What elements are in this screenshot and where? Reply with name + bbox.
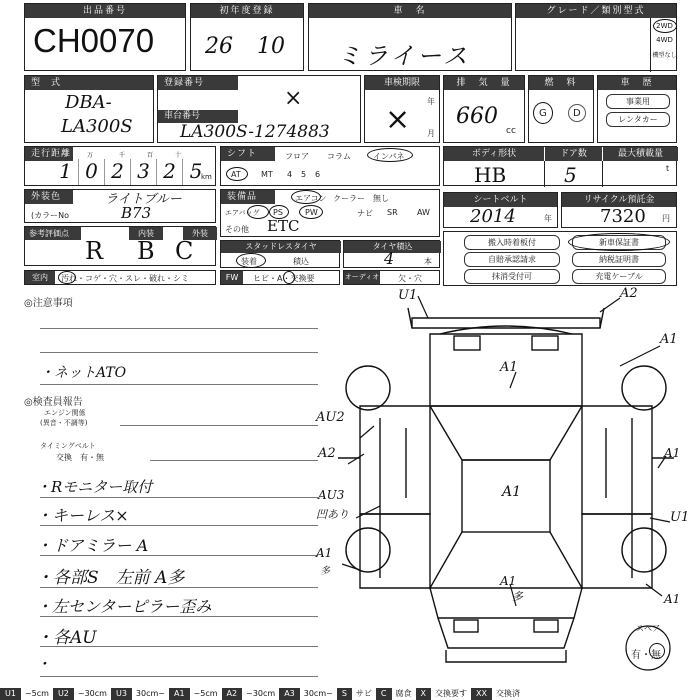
equip-other-label: その他 [225,225,249,234]
exterior-color-value: ライトブルー [105,192,182,207]
studless-circle [236,253,266,268]
recycle-label: リサイクル預託金 [562,193,676,207]
engine-label-2: (異音・不調等) [40,419,88,427]
displacement-unit: cc [506,126,516,136]
history-label: 車 歴 [598,76,676,90]
grade-box [515,3,677,71]
right-rear-door [582,514,652,588]
equip-ps: PS [273,208,283,217]
history-box [597,75,677,143]
interior-condition-label: 室内 [25,271,55,284]
displacement-label: 排 気 量 [444,76,524,90]
doc-deregister: 抹消受付可 [464,269,560,284]
notes-label: ◎注意事項 [24,298,73,309]
warranty-circle [568,233,670,251]
interior-grade: B [137,237,155,265]
mark-a1-roof: A1 [502,484,522,500]
doors-label: ドア数 [544,147,602,161]
legend-value: ~5cm [193,689,218,698]
legend-key: A2 [222,688,243,700]
mark-a1-right-mid: A1 [664,446,681,460]
trunk [430,588,582,618]
shift-mt: MT [261,170,273,179]
fw-box [220,270,340,285]
mileage-digit: 5 [189,159,203,183]
equip-aircon: エアコン [295,194,327,203]
recycle-value: 7320 [600,206,646,227]
recycle-unit: 円 [662,214,670,223]
equip-pw: PW [305,208,318,217]
divider [544,161,545,187]
studless-label: スタッドレスタイヤ [221,241,341,253]
color-code-label: (カラーNo [31,211,69,220]
recycle-box [561,192,677,228]
mark-a1-rear: A1 [500,574,517,588]
exterior-grade: C [175,237,194,265]
rule-line [40,497,318,498]
registration-label: 登録番号 [158,76,238,90]
inspection-box [364,75,440,143]
rule-line [40,676,318,677]
fuel-box [528,75,594,143]
left-front-door [360,406,430,514]
shift-box [220,146,440,186]
overall-grade: R [85,237,104,265]
car-name: ミライース [337,42,471,70]
shift-6: 6 [315,170,321,179]
shift-floor: フロア [285,152,309,161]
inspection-year-label: 年 [427,97,435,106]
inspector-item: ・ [36,655,52,673]
spare-selected-circle [649,643,665,659]
shift-label: シフト [221,147,275,161]
legend-value: ~30cm [77,689,107,698]
mileage-digit: 2 [157,159,183,185]
seatbelt-label: シートベルト [444,193,557,207]
doors-value: 5 [564,163,577,187]
legend-key: S [337,688,352,700]
studless-mounted: 装着 [241,257,257,266]
mileage-sub-man: 万 [87,152,94,159]
mileage-unit: km [201,173,212,181]
rule-line [120,425,318,426]
first-registration-box [190,3,304,71]
exterior-color-label: 外装色 [25,190,73,204]
lot-number: CH0070 [33,22,155,59]
mark-a1-left-rear-note: 多 [320,566,330,577]
shift-column: コラム [327,152,351,161]
mark-a2-left: A2 [318,446,336,461]
model-box [24,75,154,143]
mark-a1-right-front: A1 [660,332,678,347]
doc-delivery: 搬入時着板付 [464,235,560,250]
lot-number-label: 出品番号 [25,4,185,18]
mark-a1-left-rear: A1 [316,546,333,560]
timing-exchange: 交換 有・無 [56,453,104,462]
doc-tax: 納税証明書 [572,252,666,267]
legend-key: C [376,688,392,700]
inspector-item: ・各部S 左前 A多 [36,568,185,588]
mileage-label: 走行距離 [25,147,73,161]
fw-text: ヒビ・A・交換要 [253,274,315,283]
inspector-item: ・左センターピラー歪み [36,597,212,616]
legend-value: 30cm~ [303,689,333,698]
fw-label: FW [221,271,243,284]
equip-none: 無し [373,194,389,203]
drive-4wd: 4WD [656,36,673,44]
wheel-rear-left [346,528,390,572]
shift-inpane: インパネ [373,152,405,161]
mileage-sub-sen: 千 [119,152,126,159]
mark-a1-rear-note: 多 [512,590,523,603]
history-rental: レンタカー [606,112,670,127]
legend-value: 交換済 [495,689,520,698]
mark-a1-hood: A1 [500,360,518,375]
damage-legend [0,688,700,700]
seatbelt-year-unit: 年 [544,214,552,223]
equip-airbag-circle [247,205,269,219]
first-registration-label: 初年度登録 [191,4,303,18]
fuel-d: D [573,108,581,119]
windshield [430,406,582,460]
body-box [443,146,677,186]
interior-grade-label: 内装 [129,227,163,240]
equip-airbag: エアバッグ [225,209,260,217]
inspection-value: × [385,102,411,137]
chassis-number: LA300S-1274883 [180,122,330,142]
mileage-digit: 0 [79,159,105,185]
seatbelt-box [443,192,558,228]
model-label: 型 式 [25,76,153,90]
fuel-label: 燃 料 [529,76,593,90]
equip-cooler: クーラー [333,194,365,203]
displacement-box [443,75,525,143]
doc-charge-cable: 充電ケーブル [572,269,666,284]
legend-value: 腐食 [395,689,412,698]
mileage-digit: 1 [53,159,79,185]
fuel-d-circle [568,104,586,122]
grades-label: 参考評価点 [25,227,81,240]
equip-aw: AW [417,208,430,217]
shift-5: 5 [301,170,307,179]
model-line2: LA300S [61,116,133,137]
exterior-grade-label: 外装 [183,227,217,240]
equipment-box [220,189,440,237]
inspection-month-label: 月 [427,129,435,138]
legend-key: U3 [111,688,132,700]
mileage-box [24,146,216,186]
legend-key: X [416,688,431,700]
drive-2wd: 2WD [656,22,673,30]
divider [602,161,603,187]
color-code: B73 [121,204,152,222]
inspector-item: ・ドアミラー A [36,536,149,555]
headlight-right [532,336,558,350]
doc-warranty: 新車保証書 [572,235,666,250]
interior-condition-box [24,270,216,285]
equip-other-value: ETC [267,217,300,235]
chassis-label: 車台番号 [158,110,238,123]
grade-label: グレード／類別型式 [516,4,676,18]
mark-u1-right: U1 [670,510,690,525]
notes-line: ・ネットATO [40,365,127,381]
legend-key: XX [471,688,492,700]
inspector-item: ・キーレス× [36,506,129,525]
history-business: 事業用 [606,94,670,109]
studless-loaded: 積込 [293,257,309,266]
studless-box [220,240,340,268]
equip-sr: SR [387,208,398,217]
registration-number: × [284,86,303,111]
inspector-label: ◎検査員報告 [24,397,83,408]
audio-text: 欠・穴 [398,274,422,283]
drive-none: 機型なし [652,52,677,59]
inspector-item: ・各AU [36,628,97,648]
registration-box [157,75,361,143]
shift-4: 4 [287,170,293,179]
timing-label: タイミングベルト [40,442,96,450]
fw-circle [283,271,295,284]
mark-au3: AU3 [318,488,345,502]
mileage-digit: 2 [105,159,131,185]
wheel-rear-right [622,528,666,572]
wheel-front-right [622,366,666,410]
spare-text: 有・無 [631,650,661,661]
shift-at: AT [231,170,241,179]
shift-position-circle [367,148,413,162]
legend-key: U2 [53,688,74,700]
interior-condition-items: 汚れ・コゲ・穴・スレ・破れ・シミ [61,274,189,283]
rule-line [40,384,318,385]
headlight-left [454,336,480,350]
displacement-value: 660 [456,104,498,129]
mileage-sub-hyaku: 百 [147,152,154,159]
spare-label: スペア [636,624,660,633]
inspection-label: 車検期限 [365,76,439,90]
rule-line [150,460,318,461]
fuel-g: G [539,108,547,119]
legend-key: A1 [169,688,190,700]
equip-navi: ナビ [357,209,373,218]
lot-number-box [24,3,186,71]
legend-key: U1 [0,688,21,700]
inspector-item: ・Rモニター取付 [36,478,153,496]
shift-type-circle [226,167,248,181]
fuel-selected-circle [533,102,553,124]
exterior-color-box [24,189,216,223]
mark-a1-right-rear: A1 [664,592,681,606]
tire-load-box [343,240,440,268]
legend-value: 30cm~ [135,689,165,698]
legend-key: A3 [279,688,300,700]
mileage-digit: 3 [131,159,157,185]
seatbelt-year: 2014 [470,206,516,227]
first-reg-month: 10 [257,34,285,59]
mark-u1-top: U1 [398,288,418,303]
audio-box [343,270,440,285]
mileage-digits [53,159,209,185]
rear-bumper [446,650,566,662]
mark-a2-top: A2 [620,286,638,301]
equip-pw-circle [299,205,323,219]
body-type-value: HB [474,163,507,187]
drive-selected-circle [653,19,677,33]
right-front-door [582,406,652,514]
equipment-label: 装備品 [221,190,275,204]
tire-load-value: 4 [384,249,395,268]
rule-line [40,328,318,329]
mark-au3-note: 凹あり [316,508,349,521]
mark-au2: AU2 [316,410,345,425]
wheel-front-left [346,366,390,410]
tire-load-label: タイヤ積込 [344,241,441,253]
documents-box [443,231,677,286]
legend-value: サビ [355,689,372,698]
max-load-label: 最大積載量 [602,147,678,161]
tire-load-unit: 本 [424,257,432,266]
interior-circle [58,271,76,284]
engine-label-1: エンジン関係 [44,409,86,417]
rule-line [40,352,318,353]
max-load-unit: t [666,164,670,173]
audio-label: オーディオ [344,271,380,284]
legend-value: 交換要す [434,689,467,698]
grades-box [24,226,216,266]
equip-aircon-circle [291,190,321,204]
legend-value: ~30cm [246,689,276,698]
first-reg-year: 26 [205,34,233,59]
legend-value: ~5cm [24,689,49,698]
left-rear-door [360,514,430,588]
doc-compulsory: 自賠承認請求 [464,252,560,267]
mileage-sub-juu: 十 [175,152,182,159]
body-type-label: ボディ形状 [444,147,544,161]
car-name-label: 車 名 [309,4,511,18]
car-name-box [308,3,512,71]
model-line1: DBA- [65,92,112,113]
